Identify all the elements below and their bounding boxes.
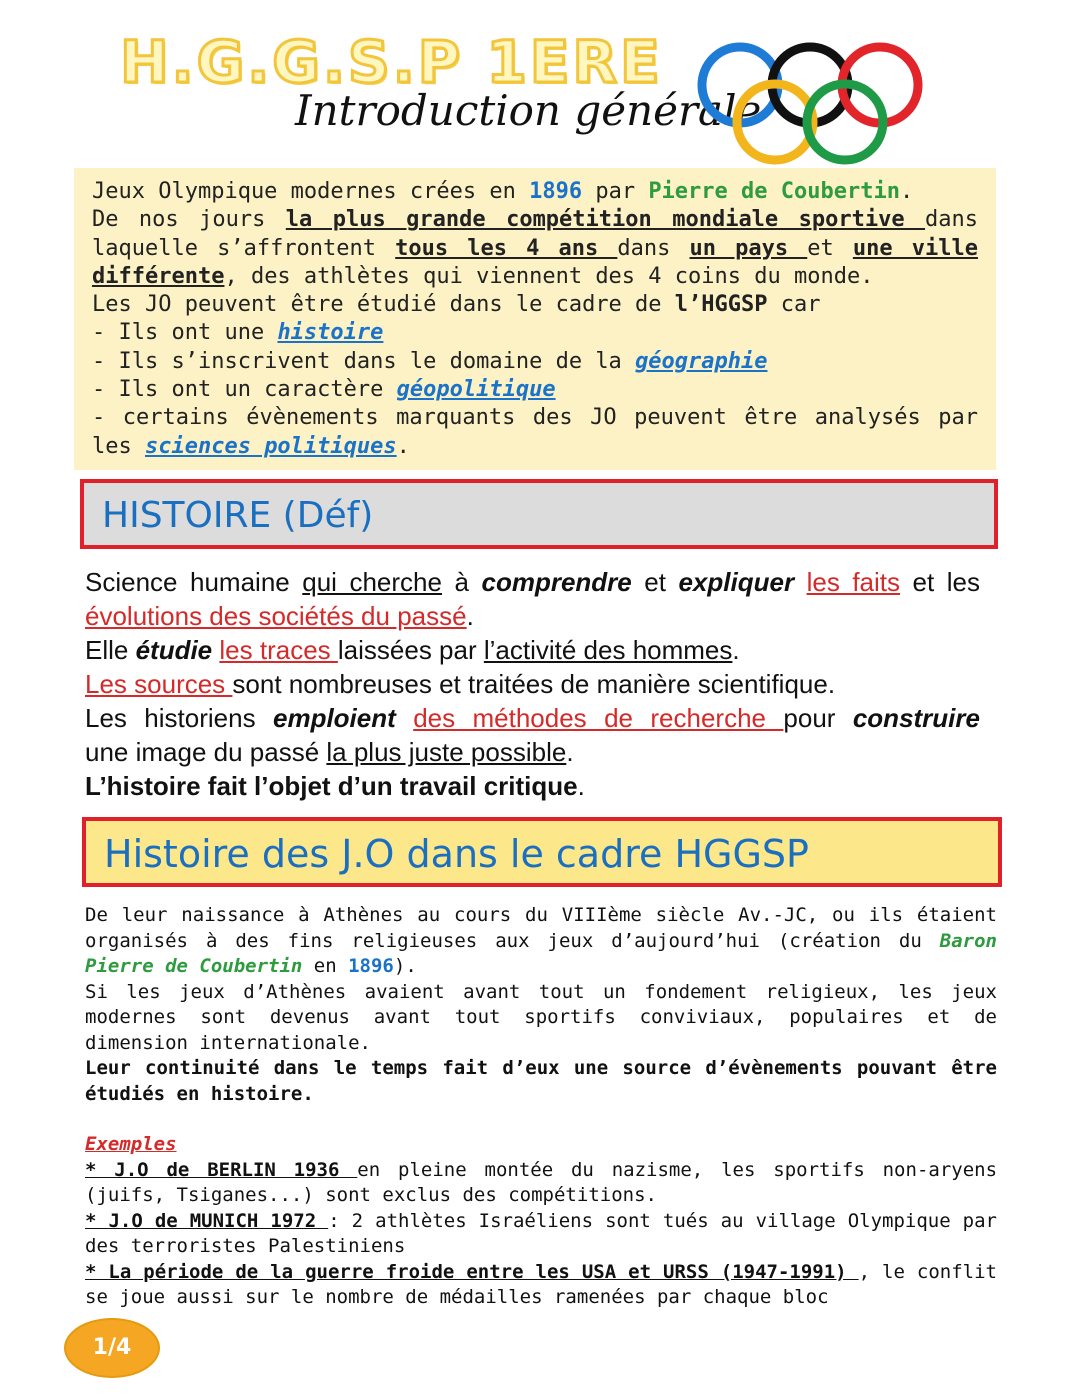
- intro-line: Les JO peuvent être étudié dans le cadre de l’HGGSP car: [92, 292, 821, 318]
- page-title: H.G.G.S.P 1ERE: [120, 28, 663, 96]
- histoire-definition: [85, 565, 980, 803]
- definition-line: Les historiens emploient des méthodes de recherche pour construire: [85, 703, 980, 733]
- section-title: HISTOIRE (Déf): [102, 495, 374, 536]
- examples-label: Exemples: [85, 1133, 177, 1155]
- intro-text: [92, 178, 978, 461]
- intro-bullet: - Ils ont un caractère géopolitique: [92, 377, 556, 403]
- definition-line: Science humaine qui cherche à comprendre et expliquer les faits et les: [85, 567, 980, 597]
- sciences-politiques-link[interactable]: sciences politiques: [144, 433, 397, 459]
- definition-line: une image du passé la plus juste possible.: [85, 737, 574, 767]
- page-number-badge: 1/4: [64, 1318, 160, 1378]
- definition-line: Elle étudie les traces laissées par l’activité des hommes.: [85, 635, 740, 665]
- intro-line: De nos jours la plus grande compétition mondiale sportive dans: [92, 207, 979, 233]
- geographie-link[interactable]: géographie: [635, 348, 768, 374]
- paragraph: De leur naissance à Athènes au cours du VIIIème siècle Av.-JC, ou ils étaient organisés à des fins religieuses aux jeux d’aujourd’hui (création du Baron Pierre de Coubertin en 1896).: [85, 904, 997, 977]
- page-subtitle: Introduction générale: [295, 86, 762, 135]
- definition-line: Les sources sont nombreuses et traitées de manière scientifique.: [85, 669, 836, 699]
- intro-line: Jeux Olympique modernes crées en 1896 par Pierre de Coubertin.: [92, 179, 914, 204]
- geopolitique-link[interactable]: géopolitique: [396, 377, 556, 403]
- paragraph: Leur continuité dans le temps fait d’eux une source d’évènements pouvant être étudiés en histoire.: [85, 1057, 997, 1105]
- section-header-histoire: [80, 479, 998, 549]
- intro-bullet: - Ils ont une histoire: [92, 320, 384, 346]
- intro-line: différente, des athlètes qui viennent des 4 coins du monde.: [92, 263, 874, 289]
- olympic-rings-icon: [690, 40, 960, 165]
- section-header-histoire-jo: [82, 817, 1002, 887]
- intro-bullet: les sciences politiques.: [92, 433, 410, 459]
- intro-line: laquelle s’affrontent tous les 4 ans dans un pays et une ville: [92, 235, 978, 261]
- definition-line: évolutions des sociétés du passé.: [85, 601, 474, 631]
- section-title: Histoire des J.O dans le cadre HGGSP: [104, 832, 809, 876]
- example-item: * J.O de MUNICH 1972 : 2 athlètes Israéliens sont tués au village Olympique par des terroristes Palestiniens: [85, 1209, 997, 1257]
- example-item: * La période de la guerre froide entre les USA et URSS (1947-1991) , le conflit se joue aussi sur le nombre de médailles ramenées par chaque bloc: [85, 1260, 997, 1308]
- histoire-jo-text: [85, 903, 997, 1311]
- definition-line: L’histoire fait l’objet d’un travail critique.: [85, 771, 585, 801]
- example-item: * J.O de BERLIN 1936 en pleine montée du nazisme, les sportifs non-aryens (juifs, Tsiganes...) sont exclus des compétitions.: [85, 1158, 998, 1206]
- intro-bullet: - Ils s’inscrivent dans le domaine de la géographie: [92, 348, 768, 374]
- histoire-link[interactable]: histoire: [277, 320, 384, 346]
- intro-bullet: - certains évènements marquants des JO peuvent être analysés par: [92, 405, 978, 431]
- paragraph: Si les jeux d’Athènes avaient avant tout un fondement religieux, les jeux modernes sont devenus avant tout sportifs conviviaux, populaires et de dimension internationale.: [85, 980, 997, 1054]
